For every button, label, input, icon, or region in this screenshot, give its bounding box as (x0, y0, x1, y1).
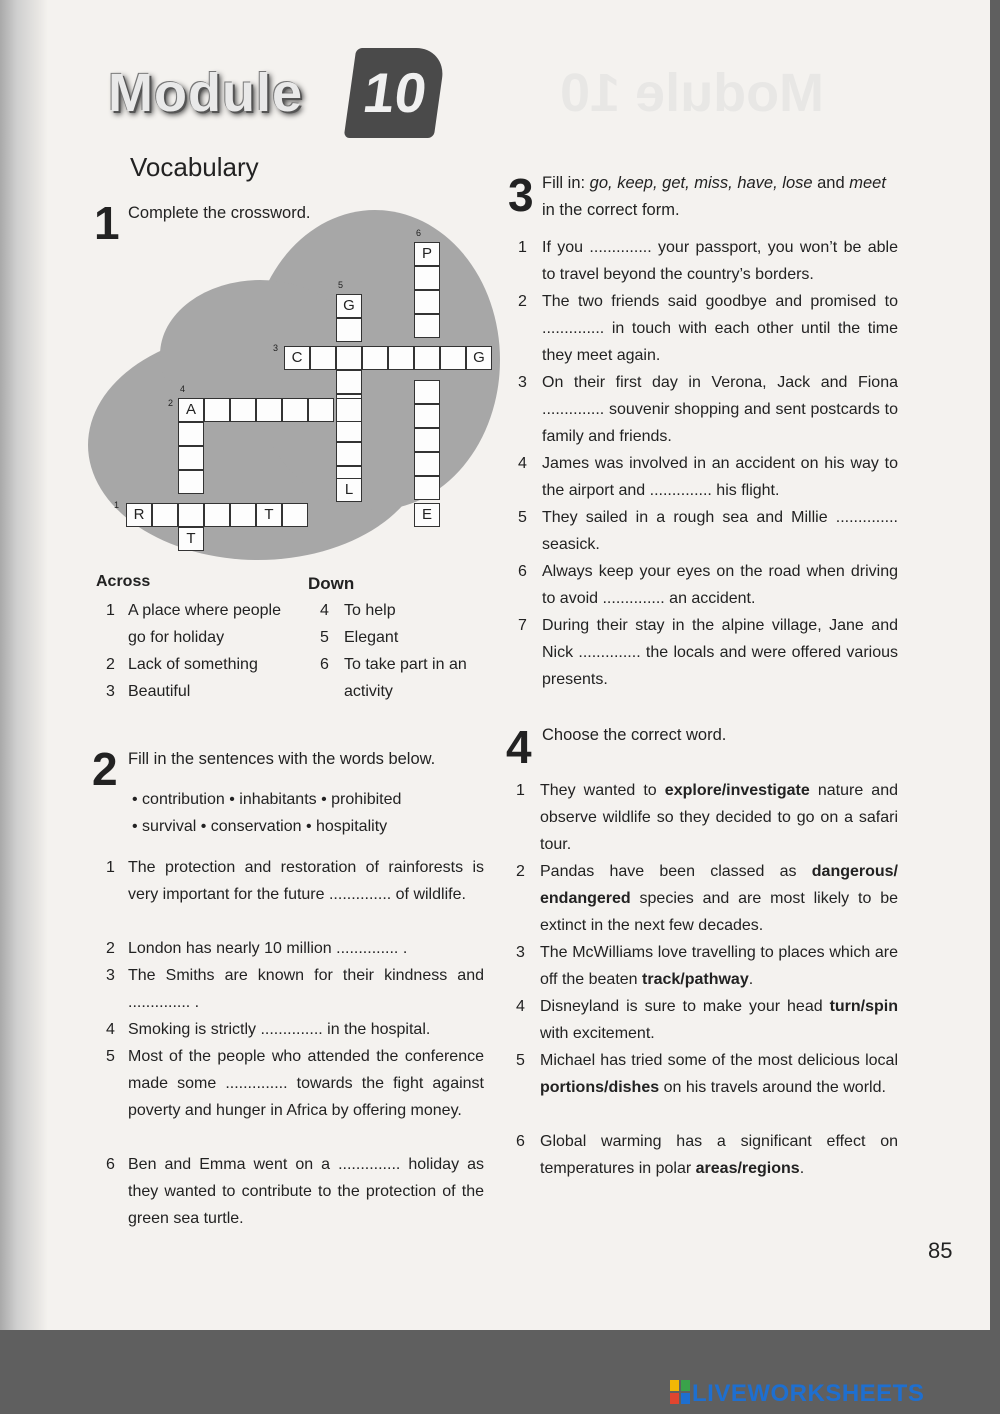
clue-number-4: 4 (180, 384, 186, 394)
crossword-cell[interactable]: P (414, 242, 440, 266)
clue-number-1: 1 (114, 500, 120, 510)
down-clue: To take part in an activity (344, 656, 467, 700)
word-bank-line: • contribution • inhabitants • prohibited (132, 791, 402, 808)
clue-number: 4 (320, 602, 329, 619)
choice-sentence: Global warming has a significant effect on temperatures in polar areas/regions. (540, 1133, 898, 1177)
crossword-cell[interactable] (414, 346, 440, 370)
exercise-sentence: Smoking is strictly .............. in the hospital. (128, 1021, 431, 1038)
item-number: 3 (518, 374, 527, 391)
crossword-cell[interactable]: C (284, 346, 310, 370)
item-number: 4 (518, 455, 527, 472)
choice-sentence: They wanted to explore/investigate nature and observe wildlife so they decided to go on a safari tour. (540, 782, 899, 853)
word-bank-line: • survival • conservation • hospitality (132, 818, 388, 835)
down-clue: To help (344, 602, 396, 619)
choice-sentence: Michael has tried some of the most delicious local portions/dishes on his travels around the world. (540, 1052, 898, 1096)
exercise-sentence: The protection and restoration of rainforests is very important for the future .............. of wildlife. (128, 859, 484, 903)
exercise-sentence: They sailed in a rough sea and Millie .............. seasick. (542, 509, 898, 553)
crossword-cell[interactable] (414, 314, 440, 338)
exercise-sentence: Always keep your eyes on the road when driving to avoid .............. an accident. (542, 563, 898, 607)
section-2-number: 2 (92, 743, 118, 795)
crossword-cell[interactable] (414, 290, 440, 314)
section-1-number: 1 (94, 197, 120, 249)
crossword-cell[interactable]: E (414, 503, 440, 527)
crossword-cell[interactable] (178, 446, 204, 470)
crossword-cell[interactable]: R (126, 503, 152, 527)
word-choice[interactable]: areas/regions (695, 1160, 800, 1177)
item-number: 3 (516, 944, 525, 961)
exercise-sentence: If you .............. your passport, you won’t be able to travel beyond the country’s borders. (542, 239, 898, 283)
crossword-cell[interactable]: G (466, 346, 492, 370)
word-choice[interactable]: track/pathway (642, 971, 749, 988)
crossword-cell[interactable] (282, 503, 308, 527)
crossword-cell[interactable] (152, 503, 178, 527)
clue-number-3: 3 (273, 343, 279, 353)
crossword-cell[interactable] (308, 398, 334, 422)
crossword-cell[interactable] (310, 346, 336, 370)
word-choice[interactable]: portions/dishes (540, 1079, 660, 1096)
crossword-cell[interactable] (414, 476, 440, 500)
choice-sentence: Pandas have been classed as dangerous/ endangered species and are most likely to be extinct in the next few decades. (540, 863, 898, 934)
item-number: 4 (106, 1021, 115, 1038)
exercise-sentence: The Smiths are known for their kindness and .............. . (128, 967, 484, 1011)
crossword-cell[interactable] (336, 370, 362, 394)
clue-number: 6 (320, 656, 329, 673)
section-3-number: 3 (508, 169, 534, 221)
exercise-sentence: On their first day in Verona, Jack and Fiona .............. souvenir shopping and sent postcards to family and friends. (542, 374, 898, 445)
exercise-sentence: Ben and Emma went on a .............. holiday as they wanted to contribute to the protection of the green sea turtle. (128, 1156, 484, 1227)
clue-number: 2 (106, 656, 115, 673)
crossword-cell[interactable]: G (336, 294, 362, 318)
crossword-cell[interactable] (336, 346, 362, 370)
crossword-cell[interactable] (256, 398, 282, 422)
item-number: 3 (106, 967, 115, 984)
section-4-instruction: Choose the correct word. (542, 726, 727, 744)
item-number: 4 (516, 998, 525, 1015)
item-number: 7 (518, 617, 527, 634)
crossword-cell[interactable]: L (336, 478, 362, 502)
module-title: Module (108, 63, 303, 123)
exercise-sentence: London has nearly 10 million .............. . (128, 940, 408, 957)
across-heading: Across (96, 573, 151, 590)
item-number: 6 (106, 1156, 115, 1173)
module-number: 10 (344, 48, 447, 138)
clue-number-2: 2 (168, 398, 174, 408)
liveworksheets-logo-icon (670, 1380, 690, 1404)
crossword-cell[interactable] (414, 266, 440, 290)
item-number: 2 (516, 863, 525, 880)
crossword-cell[interactable] (230, 398, 256, 422)
item-number: 5 (516, 1052, 525, 1069)
word-choice[interactable]: turn/spin (829, 998, 898, 1015)
crossword-cell[interactable] (388, 346, 414, 370)
crossword-cell[interactable] (414, 404, 440, 428)
crossword-cell[interactable] (178, 422, 204, 446)
crossword-cell[interactable] (362, 346, 388, 370)
watermark: LIVEWORKSHEETS (692, 1380, 925, 1407)
crossword-cell[interactable] (178, 470, 204, 494)
down-clue: Elegant (344, 629, 399, 646)
section-3-instruction: Fill in: go, keep, get, miss, have, lose and meet in the correct form. (542, 174, 886, 219)
section-2-instruction: Fill in the sentences with the words below. (128, 750, 436, 768)
choice-sentence: The McWilliams love travelling to places which are off the beaten track/pathway. (540, 944, 898, 988)
book-spine-shadow (0, 0, 48, 1330)
crossword-cell[interactable] (282, 398, 308, 422)
crossword-cell[interactable] (336, 318, 362, 342)
crossword-cell[interactable] (414, 428, 440, 452)
clue-number: 3 (106, 683, 115, 700)
crossword-cell[interactable] (414, 452, 440, 476)
vocabulary-heading: Vocabulary (130, 152, 259, 182)
bleed-through-title: Module 10 (560, 63, 825, 123)
item-number: 6 (516, 1133, 525, 1150)
clue-number: 1 (106, 602, 115, 619)
item-number: 2 (106, 940, 115, 957)
clue-number: 5 (320, 629, 329, 646)
item-number: 5 (106, 1048, 115, 1065)
clue-number-6: 6 (416, 228, 422, 238)
exercise-sentence: The two friends said goodbye and promised to .............. in touch with each other until the time they meet again. (542, 293, 898, 364)
across-clue: Lack of something (128, 656, 258, 673)
item-number: 6 (518, 563, 527, 580)
item-number: 1 (518, 239, 527, 256)
section-4-number: 4 (506, 721, 532, 773)
section-1-instruction: Complete the crossword. (128, 204, 311, 222)
crossword-cell[interactable] (336, 442, 362, 466)
crossword-cell[interactable] (204, 398, 230, 422)
choice-sentence: Disneyland is sure to make your head turn/spin with excitement. (540, 998, 898, 1042)
exercise-sentence: James was involved in an accident on his way to the airport and .............. his flight. (542, 455, 898, 499)
crossword-cell[interactable] (440, 346, 466, 370)
item-number: 1 (516, 782, 525, 799)
word-choice[interactable]: explore/investigate (664, 782, 810, 799)
item-number: 5 (518, 509, 527, 526)
exercise-sentence: During their stay in the alpine village, Jane and Nick .............. the locals and were offered various presents. (542, 617, 898, 688)
clue-number-5: 5 (338, 280, 344, 290)
exercise-sentence: Most of the people who attended the conference made some .............. towards the fight against poverty and hunger in Africa by offering money. (128, 1048, 484, 1119)
crossword-cell[interactable]: A (178, 398, 204, 422)
item-number: 2 (518, 293, 527, 310)
word-choice[interactable]: dangerous/ endangered (540, 863, 898, 907)
crossword-cell[interactable] (204, 503, 230, 527)
crossword-cell[interactable]: T (178, 527, 204, 551)
item-number: 1 (106, 859, 115, 876)
crossword-cell[interactable]: T (256, 503, 282, 527)
crossword-cell[interactable] (230, 503, 256, 527)
crossword-cell[interactable] (178, 503, 204, 527)
page-number: 85 (928, 1238, 953, 1263)
across-clue: Beautiful (128, 683, 191, 700)
down-heading: Down (308, 574, 355, 593)
crossword-cell[interactable] (336, 398, 362, 422)
crossword-cell[interactable] (414, 380, 440, 404)
across-clue: A place where people go for holiday (128, 602, 281, 646)
